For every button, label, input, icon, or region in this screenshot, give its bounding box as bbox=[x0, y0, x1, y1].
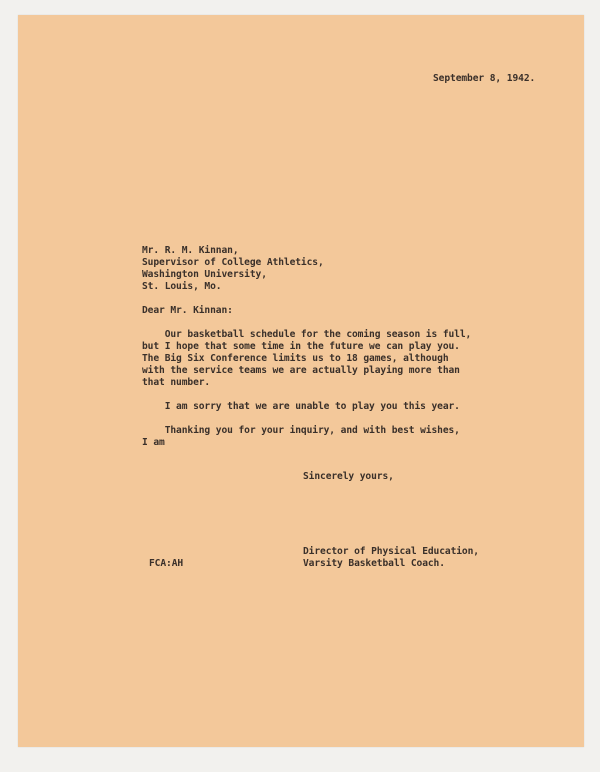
recipient-city: St. Louis, Mo. bbox=[142, 281, 222, 292]
body-line: I am sorry that we are unable to play you this year. bbox=[142, 401, 460, 412]
recipient-title: Supervisor of College Athletics, bbox=[142, 257, 324, 268]
salutation: Dear Mr. Kinnan: bbox=[142, 305, 233, 316]
body-line: that number. bbox=[142, 377, 211, 388]
signature-title: Director of Physical Education, bbox=[303, 546, 479, 557]
body-line: Thanking you for your inquiry, and with best wishes, bbox=[142, 425, 460, 436]
recipient-name: Mr. R. M. Kinnan, bbox=[142, 245, 239, 256]
body-line: but I hope that some time in the future we can play you. bbox=[142, 341, 460, 352]
reference-initials: FCA:AH bbox=[149, 558, 184, 569]
letter-date: September 8, 1942. bbox=[433, 73, 536, 84]
letter-page bbox=[18, 15, 584, 747]
recipient-organization: Washington University, bbox=[142, 269, 267, 280]
body-line: The Big Six Conference limits us to 18 games, although bbox=[142, 353, 449, 364]
signature-title: Varsity Basketball Coach. bbox=[303, 558, 445, 569]
body-line: Our basketball schedule for the coming season is full, bbox=[142, 329, 472, 340]
body-line: with the service teams we are actually playing more than bbox=[142, 365, 460, 376]
body-line: I am bbox=[142, 437, 165, 448]
closing: Sincerely yours, bbox=[303, 471, 394, 482]
